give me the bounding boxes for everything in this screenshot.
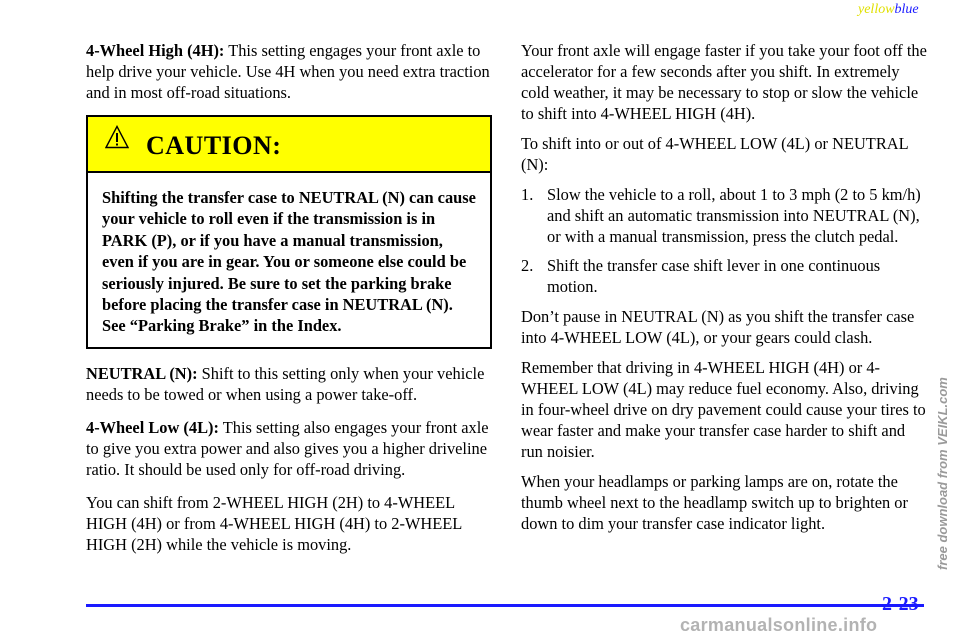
caution-title: CAUTION: [146, 131, 282, 160]
right-column [521, 40, 931, 543]
list-item [521, 184, 931, 247]
four-wheel-high-text: This setting engages your front axle to help drive your vehicle. Use 4H when you need extra traction and in most off-road situations. [86, 41, 490, 102]
indicator-light-paragraph: When your headlamps or parking lamps are on, rotate the thumb wheel next to the headlamp switch up to brighten or down to dim your transfer case indicator light. [521, 472, 908, 533]
caution-text: Shifting the transfer case to NEUTRAL (N) can cause your vehicle to roll even if the transmission is in PARK (P), or if you have a manual transmission, even if you are in gear. You or someone else could be seriously injured. Be sure to set the parking brake before placing the transfer case in NEUTRAL (N). See “Parking Brake” in the Index. [102, 188, 476, 336]
print-color-marks [858, 2, 919, 18]
step-number: 2. [521, 256, 534, 275]
neutral-paragraph [86, 363, 492, 405]
neutral-text: Shift to this setting only when your vehicle needs to be towed or when using a power take-off. [86, 363, 485, 404]
shift-steps-list [521, 184, 931, 297]
color-mark-yellow: yellow [858, 2, 895, 17]
step-number: 1. [521, 185, 534, 204]
fuel-economy-paragraph: Remember that driving in 4-WHEEL HIGH (4H) or 4-WHEEL LOW (4L) may reduce fuel economy. Also, driving in four-wheel drive on dry pavement could cause your tires to wear faster and make your transfer case harder to shift and run noisier. [521, 358, 926, 461]
four-wheel-low-paragraph [86, 417, 492, 480]
caution-box [86, 115, 492, 349]
bottom-watermark: carmanualsonline.info [680, 615, 878, 635]
side-watermark: free download from VEIKL.com [935, 377, 950, 570]
dont-pause-paragraph: Don’t pause in NEUTRAL (N) as you shift the transfer case into 4-WHEEL LOW (4L), or your gears could clash. [521, 307, 915, 347]
four-wheel-high-label: 4-Wheel High (4H): [86, 41, 225, 60]
four-wheel-low-label: 4-Wheel Low (4L): [86, 417, 219, 437]
color-mark-blue: blue [894, 2, 919, 17]
left-column [86, 40, 492, 567]
shift-while-moving-paragraph: You can shift from 2-WHEEL HIGH (2H) to 4-WHEEL HIGH (4H) or from 4-WHEEL HIGH (4H) to 2-WHEEL HIGH (2H) while the vehicle is moving. [86, 492, 462, 554]
step-text: Slow the vehicle to a roll, about 1 to 3 mph (2 to 5 km/h) and shift an automatic transmission into NEUTRAL (N), or with a manual transmission, press the clutch pedal. [547, 185, 921, 246]
warning-triangle-icon [105, 125, 129, 149]
shift-intro-paragraph: To shift into or out of 4-WHEEL LOW (4L) or NEUTRAL (N): [521, 134, 908, 174]
four-wheel-high-paragraph [86, 40, 492, 103]
step-text: Shift the transfer case shift lever in one continuous motion. [547, 256, 881, 296]
page-number: 2-23 [882, 593, 919, 615]
four-wheel-low-text: This setting also engages your front axle to give you extra power and also gives you a higher driveline ratio. It should be used only for off-road driving. [86, 417, 489, 479]
footer-rule [86, 604, 924, 607]
caution-header [88, 117, 490, 173]
neutral-label: NEUTRAL (N): [86, 363, 198, 383]
front-axle-paragraph: Your front axle will engage faster if you take your foot off the accelerator for a few seconds after you shift. In extremely cold weather, it may be necessary to stop or slow the vehicle to shift into 4-WHEEL HIGH (4H). [521, 41, 927, 123]
list-item [521, 255, 931, 297]
